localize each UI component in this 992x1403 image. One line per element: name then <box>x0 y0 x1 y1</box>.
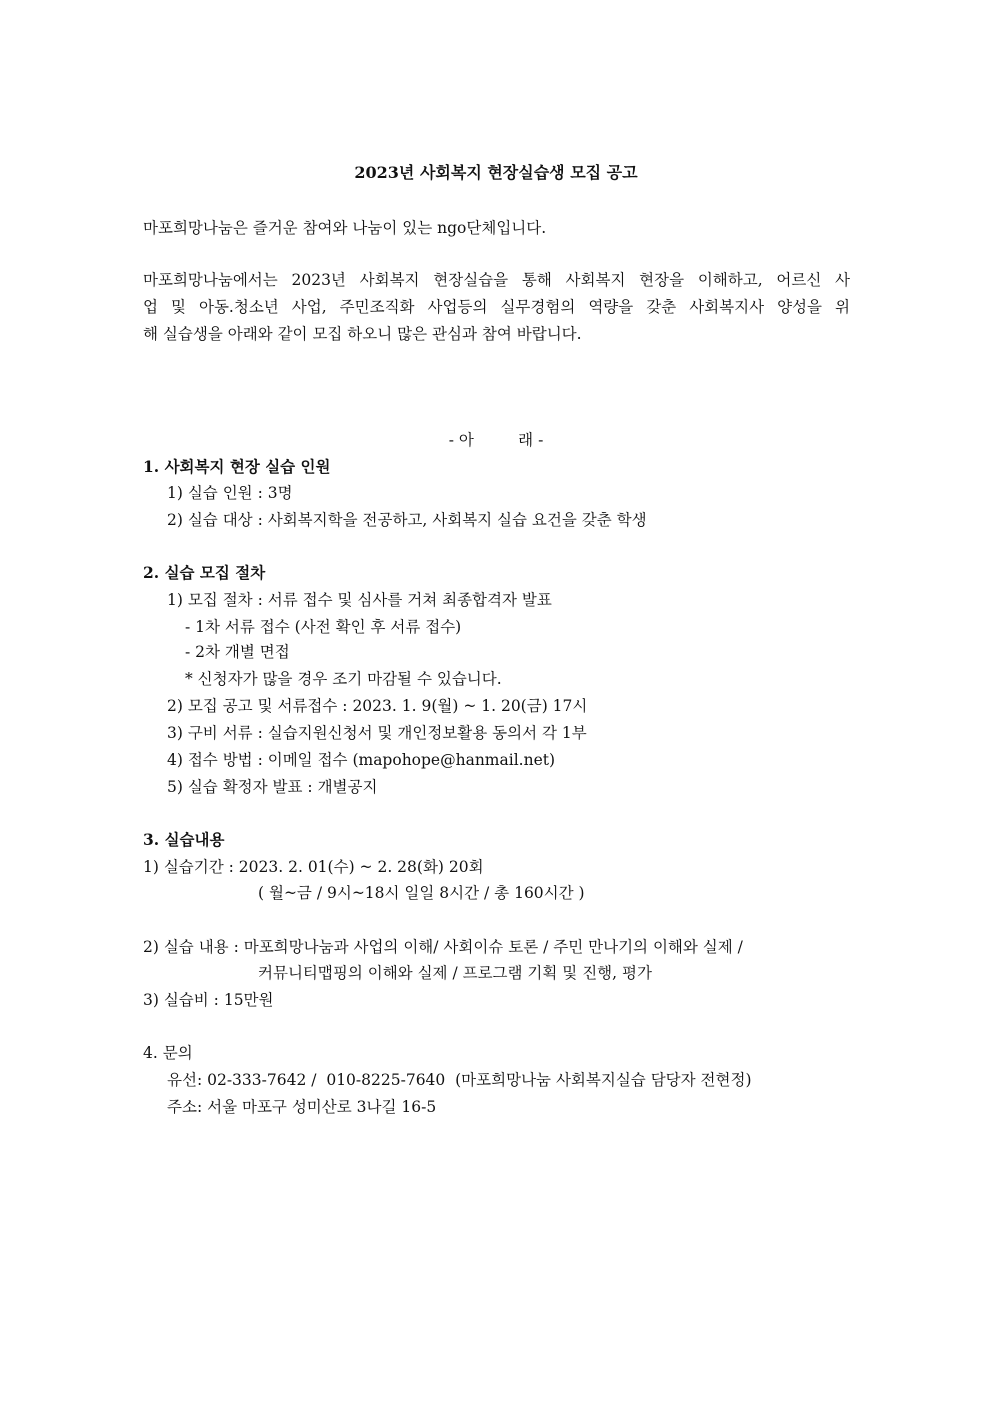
description-line-3: 해 실습생을 아래와 같이 모집 하오니 많은 관심과 참여 바랍니다. <box>143 325 582 343</box>
section2-step1: 1) 모집 절차 : 서류 접수 및 심사를 거쳐 최종합격자 발표 <box>167 591 552 609</box>
section3-period-detail: ( 월~금 / 9시~18시 일일 8시간 / 총 160시간 ) <box>258 884 585 902</box>
section2-subitem: - 1차 서류 접수 (사전 확인 후 서류 접수) <box>185 618 462 636</box>
section1-item: 2) 실습 대상 : 사회복지학을 전공하고, 사회복지 실습 요건을 갖춘 학생 <box>167 511 647 529</box>
section2-item: 5) 실습 확정자 발표 : 개별공지 <box>167 778 378 796</box>
contact-phone: 유선: 02-333-7642 / 010-8225-7640 (마포희망나눔 사회복지실습 담당자 전현정) <box>167 1071 752 1089</box>
section4-heading: 4. 문의 <box>143 1044 193 1062</box>
section3-heading: 3. 실습내용 <box>143 830 225 849</box>
notice-heading: - 아 래 - <box>448 431 544 449</box>
section3-content: 2) 실습 내용 : 마포희망나눔과 사업의 이해/ 사회이슈 토론 / 주민 만나기의 이해와 실제 / <box>143 938 743 956</box>
section2-item: 2) 모집 공고 및 서류접수 : 2023. 1. 9(월) ~ 1. 20(금) 17시 <box>167 697 588 715</box>
contact-address: 주소: 서울 마포구 성미산로 3나길 16-5 <box>167 1098 437 1116</box>
intro-text: 마포희망나눔은 즐거운 참여와 나눔이 있는 ngo단체입니다. <box>143 219 547 237</box>
section2-item: 4) 접수 방법 : 이메일 접수 (mapohope@hanmail.net) <box>167 751 556 769</box>
description-line-1: 마포희망나눔에서는 2023년 사회복지 현장실습을 통해 사회복지 현장을 이해하고, 어르신 사 <box>143 271 850 289</box>
section2-item: 3) 구비 서류 : 실습지원신청서 및 개인정보활용 동의서 각 1부 <box>167 724 587 742</box>
section2-heading: 2. 실습 모집 절차 <box>143 563 266 582</box>
section1-heading: 1. 사회복지 현장 실습 인원 <box>143 457 331 476</box>
section3-period: 1) 실습기간 : 2023. 2. 01(수) ~ 2. 28(화) 20회 <box>143 858 484 876</box>
section3-content-cont: 커뮤니티맵핑의 이해와 실제 / 프로그램 기획 및 진행, 평가 <box>258 964 652 982</box>
section3-fee: 3) 실습비 : 15만원 <box>143 991 274 1009</box>
document-title: 2023년 사회복지 현장실습생 모집 공고 <box>354 163 638 182</box>
section1-item: 1) 실습 인원 : 3명 <box>167 484 293 502</box>
description-line-2: 업 및 아동.청소년 사업, 주민조직화 사업등의 실무경험의 역량을 갖춘 사회복지사 양성을 위 <box>143 298 850 316</box>
section2-subitem: - 2차 개별 면접 <box>185 643 290 661</box>
section2-note: * 신청자가 많을 경우 조기 마감될 수 있습니다. <box>185 670 502 688</box>
